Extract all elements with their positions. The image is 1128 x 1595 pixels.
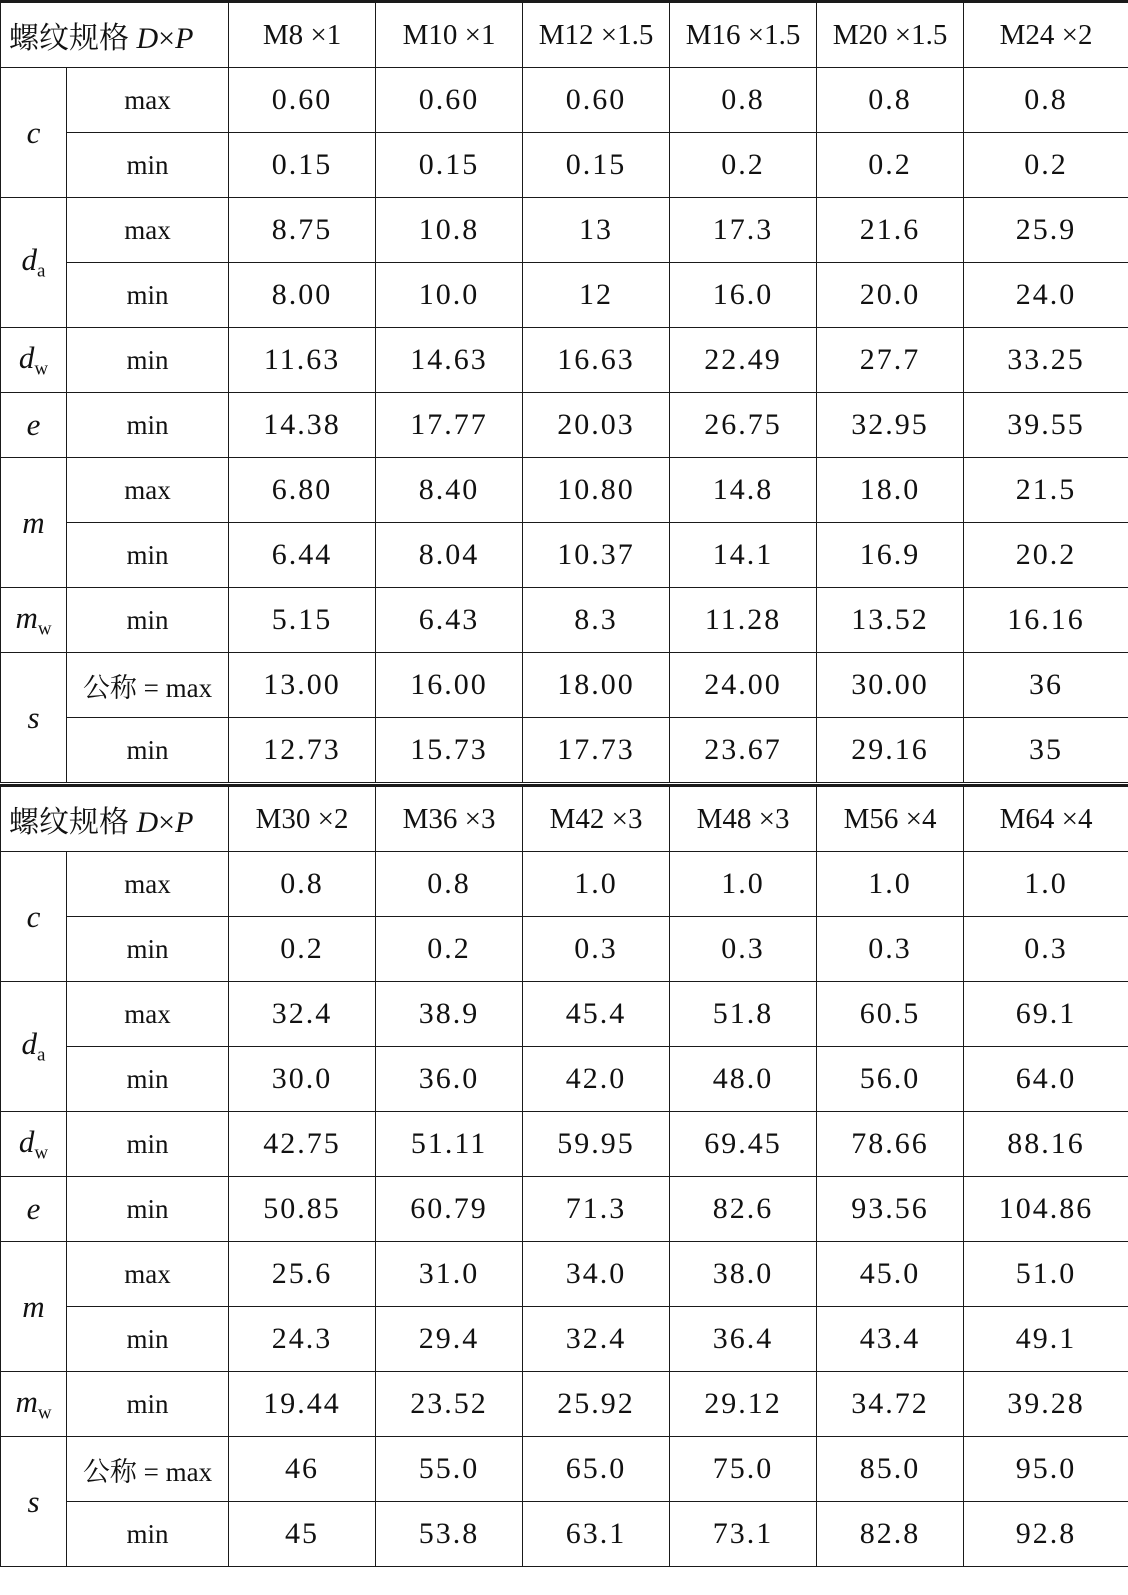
value-cell: 17.77 [376,393,523,458]
value-cell: 34.0 [523,1242,670,1307]
value-cell: 1.0 [817,852,964,917]
value-cell: 16.16 [964,588,1128,653]
limit-label-min: min [67,718,229,783]
symbol-mw-text: m [15,1383,38,1419]
value-cell: 10.37 [523,523,670,588]
value-cell: 48.0 [670,1047,817,1112]
value-cell: 13 [523,198,670,263]
value-cell: 82.8 [817,1502,964,1567]
value-cell: 18.0 [817,458,964,523]
value-cell: 31.0 [376,1242,523,1307]
row-s-min [1,1502,1128,1567]
value-cell: 14.1 [670,523,817,588]
row-s-max [1,1437,1128,1502]
value-cell: 8.40 [376,458,523,523]
symbol-c-text: c [26,114,41,150]
thread-size-header: M16 ×1.5 [670,3,817,68]
symbol-da-text: d [21,242,38,278]
param-symbol-c [1,68,67,198]
param-symbol-dw [1,328,67,393]
limit-label-min: min [67,588,229,653]
value-cell: 23.67 [670,718,817,783]
value-cell: 73.1 [670,1502,817,1567]
row-dw-min [1,328,1128,393]
value-cell: 0.3 [817,917,964,982]
value-cell: 16.9 [817,523,964,588]
param-symbol-da [1,198,67,328]
value-cell: 32.4 [229,982,376,1047]
symbol-mw-subscript: w [37,618,52,640]
value-cell: 21.5 [964,458,1128,523]
thread-size-header: M42 ×3 [523,787,670,852]
value-cell: 25.6 [229,1242,376,1307]
value-cell: 65.0 [523,1437,670,1502]
value-cell: 0.60 [376,68,523,133]
value-cell: 63.1 [523,1502,670,1567]
value-cell: 0.2 [964,133,1128,198]
value-cell: 1.0 [670,852,817,917]
value-cell: 25.92 [523,1372,670,1437]
value-cell: 11.63 [229,328,376,393]
value-cell: 30.0 [229,1047,376,1112]
row-mw-min [1,588,1128,653]
thread-size-header: M8 ×1 [229,3,376,68]
value-cell: 10.8 [376,198,523,263]
row-e-min [1,1177,1128,1242]
limit-label-min: min [67,393,229,458]
value-cell: 13.00 [229,653,376,718]
value-cell: 0.15 [229,133,376,198]
param-symbol-s [1,653,67,783]
row-da-min [1,263,1128,328]
value-cell: 27.7 [817,328,964,393]
row-s-min [1,718,1128,783]
value-cell: 45.0 [817,1242,964,1307]
limit-label-min: min [67,1502,229,1567]
value-cell: 23.52 [376,1372,523,1437]
symbol-s-text: s [27,1483,40,1519]
value-cell: 38.0 [670,1242,817,1307]
value-cell: 30.00 [817,653,964,718]
value-cell: 38.9 [376,982,523,1047]
limit-label-max: max [67,982,229,1047]
header-row [1,3,1128,68]
value-cell: 0.2 [817,133,964,198]
value-cell: 11.28 [670,588,817,653]
thread-size-header: M30 ×2 [229,787,376,852]
value-cell: 60.79 [376,1177,523,1242]
value-cell: 49.1 [964,1307,1128,1372]
param-symbol-s [1,1437,67,1567]
value-cell: 55.0 [376,1437,523,1502]
symbol-da-subscript: a [37,260,46,282]
value-cell: 0.8 [817,68,964,133]
value-cell: 8.04 [376,523,523,588]
header-times-sign: × [158,806,176,839]
param-symbol-e [1,1177,67,1242]
value-cell: 56.0 [817,1047,964,1112]
limit-label-min: min [67,133,229,198]
limit-label-min: min [67,263,229,328]
thread-spec-table-upper [0,2,1128,783]
symbol-c-text: c [26,898,41,934]
limit-label-max: max [67,198,229,263]
value-cell: 71.3 [523,1177,670,1242]
limit-label-min: min [67,1307,229,1372]
param-symbol-e [1,393,67,458]
value-cell: 0.15 [376,133,523,198]
value-cell: 0.60 [229,68,376,133]
limit-label-min: min [67,1372,229,1437]
thread-size-header: M56 ×4 [817,787,964,852]
value-cell: 29.4 [376,1307,523,1372]
limit-label-nominal-max: 公称 = max [67,1437,229,1502]
symbol-dw-text: d [18,339,35,375]
limit-label-max: max [67,458,229,523]
symbol-mw-text: m [15,599,38,635]
value-cell: 51.11 [376,1112,523,1177]
value-cell: 14.8 [670,458,817,523]
value-cell: 16.00 [376,653,523,718]
value-cell: 17.73 [523,718,670,783]
value-cell: 82.6 [670,1177,817,1242]
row-dw-min [1,1112,1128,1177]
thread-spec-header-label [1,787,229,852]
param-symbol-c [1,852,67,982]
row-m-min [1,523,1128,588]
thread-size-header: M24 ×2 [964,3,1128,68]
value-cell: 1.0 [964,852,1128,917]
value-cell: 32.95 [817,393,964,458]
value-cell: 0.3 [964,917,1128,982]
symbol-mw-subscript: w [37,1402,52,1424]
row-m-max [1,458,1128,523]
symbol-e-text: e [26,1191,41,1226]
value-cell: 39.28 [964,1372,1128,1437]
value-cell: 16.0 [670,263,817,328]
value-cell: 16.63 [523,328,670,393]
header-label-text: 螺纹规格 [9,806,129,839]
value-cell: 18.00 [523,653,670,718]
value-cell: 12.73 [229,718,376,783]
value-cell: 59.95 [523,1112,670,1177]
value-cell: 17.3 [670,198,817,263]
row-da-min [1,1047,1128,1112]
value-cell: 22.49 [670,328,817,393]
value-cell: 85.0 [817,1437,964,1502]
header-symbol-p: P [175,22,194,55]
header-row [1,787,1128,852]
value-cell: 0.2 [229,917,376,982]
value-cell: 46 [229,1437,376,1502]
value-cell: 39.55 [964,393,1128,458]
limit-label-max: max [67,1242,229,1307]
value-cell: 24.00 [670,653,817,718]
value-cell: 19.44 [229,1372,376,1437]
row-c-min [1,917,1128,982]
row-e-min [1,393,1128,458]
value-cell: 25.9 [964,198,1128,263]
value-cell: 14.38 [229,393,376,458]
value-cell: 21.6 [817,198,964,263]
value-cell: 20.0 [817,263,964,328]
limit-label-min: min [67,328,229,393]
value-cell: 33.25 [964,328,1128,393]
value-cell: 0.3 [523,917,670,982]
value-cell: 15.73 [376,718,523,783]
limit-label-min: min [67,917,229,982]
value-cell: 36 [964,653,1128,718]
value-cell: 69.45 [670,1112,817,1177]
row-c-min [1,133,1128,198]
value-cell: 69.1 [964,982,1128,1047]
symbol-dw-subscript: w [34,358,49,380]
symbol-dw-subscript: w [34,1142,49,1164]
value-cell: 36.4 [670,1307,817,1372]
value-cell: 93.56 [817,1177,964,1242]
value-cell: 42.0 [523,1047,670,1112]
limit-label-min: min [67,523,229,588]
value-cell: 6.80 [229,458,376,523]
value-cell: 0.3 [670,917,817,982]
value-cell: 50.85 [229,1177,376,1242]
value-cell: 14.63 [376,328,523,393]
thread-spec-header-label [1,3,229,68]
value-cell: 42.75 [229,1112,376,1177]
header-symbol-d: D [136,22,159,55]
value-cell: 20.03 [523,393,670,458]
row-s-max [1,653,1128,718]
thread-size-header: M20 ×1.5 [817,3,964,68]
row-da-max [1,198,1128,263]
value-cell: 8.3 [523,588,670,653]
row-c-max [1,68,1128,133]
param-symbol-mw [1,1372,67,1437]
value-cell: 43.4 [817,1307,964,1372]
value-cell: 6.44 [229,523,376,588]
symbol-e-text: e [26,407,41,442]
row-m-max [1,1242,1128,1307]
value-cell: 0.2 [376,917,523,982]
value-cell: 10.80 [523,458,670,523]
value-cell: 0.8 [376,852,523,917]
value-cell: 24.3 [229,1307,376,1372]
header-symbol-d: D [136,806,159,839]
row-da-max [1,982,1128,1047]
thread-spec-table-lower [0,786,1128,1567]
value-cell: 0.2 [670,133,817,198]
value-cell: 92.8 [964,1502,1128,1567]
param-symbol-m [1,458,67,588]
value-cell: 78.66 [817,1112,964,1177]
value-cell: 12 [523,263,670,328]
value-cell: 10.0 [376,263,523,328]
row-c-max [1,852,1128,917]
header-label-text: 螺纹规格 [9,22,129,55]
value-cell: 5.15 [229,588,376,653]
value-cell: 45.4 [523,982,670,1047]
value-cell: 20.2 [964,523,1128,588]
symbol-m-text: m [22,504,45,540]
value-cell: 29.12 [670,1372,817,1437]
symbol-dw-text: d [18,1123,35,1159]
value-cell: 64.0 [964,1047,1128,1112]
value-cell: 53.8 [376,1502,523,1567]
value-cell: 45 [229,1502,376,1567]
value-cell: 0.60 [523,68,670,133]
value-cell: 0.15 [523,133,670,198]
param-symbol-da [1,982,67,1112]
thread-size-header: M36 ×3 [376,787,523,852]
value-cell: 8.00 [229,263,376,328]
thread-size-header: M64 ×4 [964,787,1128,852]
value-cell: 35 [964,718,1128,783]
header-times-sign: × [158,22,176,55]
symbol-s-text: s [27,699,40,735]
thread-size-header: M12 ×1.5 [523,3,670,68]
param-symbol-m [1,1242,67,1372]
row-mw-min [1,1372,1128,1437]
value-cell: 1.0 [523,852,670,917]
value-cell: 36.0 [376,1047,523,1112]
limit-label-min: min [67,1047,229,1112]
limit-label-max: max [67,68,229,133]
value-cell: 6.43 [376,588,523,653]
value-cell: 88.16 [964,1112,1128,1177]
value-cell: 24.0 [964,263,1128,328]
value-cell: 95.0 [964,1437,1128,1502]
param-symbol-mw [1,588,67,653]
limit-label-min: min [67,1177,229,1242]
limit-label-min: min [67,1112,229,1177]
value-cell: 51.0 [964,1242,1128,1307]
value-cell: 104.86 [964,1177,1128,1242]
param-symbol-dw [1,1112,67,1177]
value-cell: 0.8 [670,68,817,133]
symbol-m-text: m [22,1288,45,1324]
thread-size-header: M48 ×3 [670,787,817,852]
value-cell: 26.75 [670,393,817,458]
value-cell: 51.8 [670,982,817,1047]
symbol-da-subscript: a [37,1044,46,1066]
symbol-da-text: d [21,1026,38,1062]
value-cell: 32.4 [523,1307,670,1372]
header-symbol-p: P [175,806,194,839]
value-cell: 29.16 [817,718,964,783]
limit-label-max: max [67,852,229,917]
thread-size-header: M10 ×1 [376,3,523,68]
value-cell: 60.5 [817,982,964,1047]
limit-label-nominal-max: 公称 = max [67,653,229,718]
value-cell: 8.75 [229,198,376,263]
row-m-min [1,1307,1128,1372]
value-cell: 75.0 [670,1437,817,1502]
value-cell: 0.8 [964,68,1128,133]
value-cell: 34.72 [817,1372,964,1437]
value-cell: 13.52 [817,588,964,653]
value-cell: 0.8 [229,852,376,917]
